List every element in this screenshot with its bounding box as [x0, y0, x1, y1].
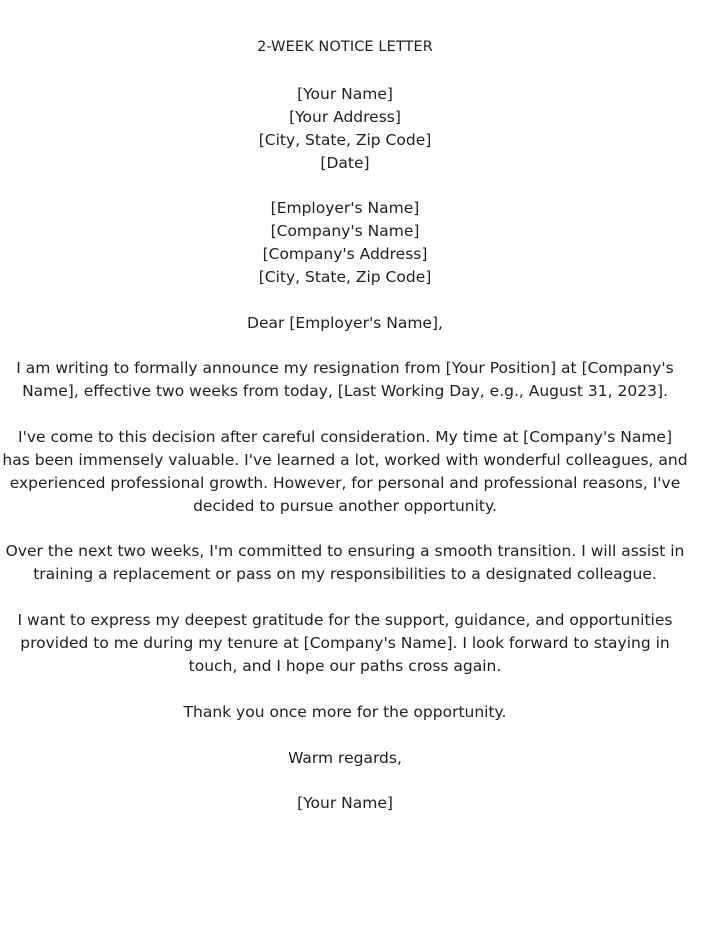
letter-title: 2-WEEK NOTICE LETTER — [257, 39, 433, 55]
thanks-line: Thank you once more for the opportunity. — [183, 703, 507, 721]
paragraph-line: I am writing to formally announce my resignation from [Your Position] at [Company's — [16, 359, 674, 377]
signature: [Your Name] — [297, 794, 393, 812]
sender-city-state-zip: [City, State, Zip Code] — [258, 131, 432, 149]
paragraph-resignation — [0, 357, 690, 403]
recipient-city-state-zip: [City, State, Zip Code] — [258, 268, 432, 286]
paragraph-reason — [0, 426, 690, 518]
paragraph-line: decided to pursue another opportunity. — [193, 497, 497, 515]
paragraph-line: experienced professional growth. However, for personal and professional reasons, I've — [9, 474, 681, 492]
paragraph-gratitude — [0, 609, 690, 678]
sender-address: [Your Address] — [289, 108, 401, 126]
paragraph-line: Name], effective two weeks from today, [Last Working Day, e.g., August 31, 2023]. — [22, 382, 668, 400]
sender-name: [Your Name] — [297, 85, 393, 103]
paragraph-line: provided to me during my tenure at [Company's Name]. I look forward to staying in — [20, 634, 670, 652]
sender-address-block — [0, 83, 690, 175]
recipient-address-block — [0, 197, 690, 289]
paragraph-line: I want to express my deepest gratitude for the support, guidance, and opportunities — [17, 611, 673, 629]
closing: Warm regards, — [288, 749, 402, 767]
paragraph-line: has been immensely valuable. I've learned a lot, worked with wonderful colleagues, and — [2, 451, 688, 469]
letter-date: [Date] — [320, 154, 370, 172]
paragraph-line: touch, and I hope our paths cross again. — [188, 657, 502, 675]
paragraph-line: training a replacement or pass on my responsibilities to a designated colleague. — [33, 565, 657, 583]
paragraph-line: Over the next two weeks, I'm committed to ensuring a smooth transition. I will assist in — [5, 542, 685, 560]
paragraph-line: I've come to this decision after careful consideration. My time at [Company's Name] — [18, 428, 672, 446]
employer-name: [Employer's Name] — [270, 199, 420, 217]
company-address: [Company's Address] — [262, 245, 428, 263]
company-name: [Company's Name] — [270, 222, 420, 240]
paragraph-transition — [0, 540, 690, 586]
salutation: Dear [Employer's Name], — [247, 314, 443, 332]
